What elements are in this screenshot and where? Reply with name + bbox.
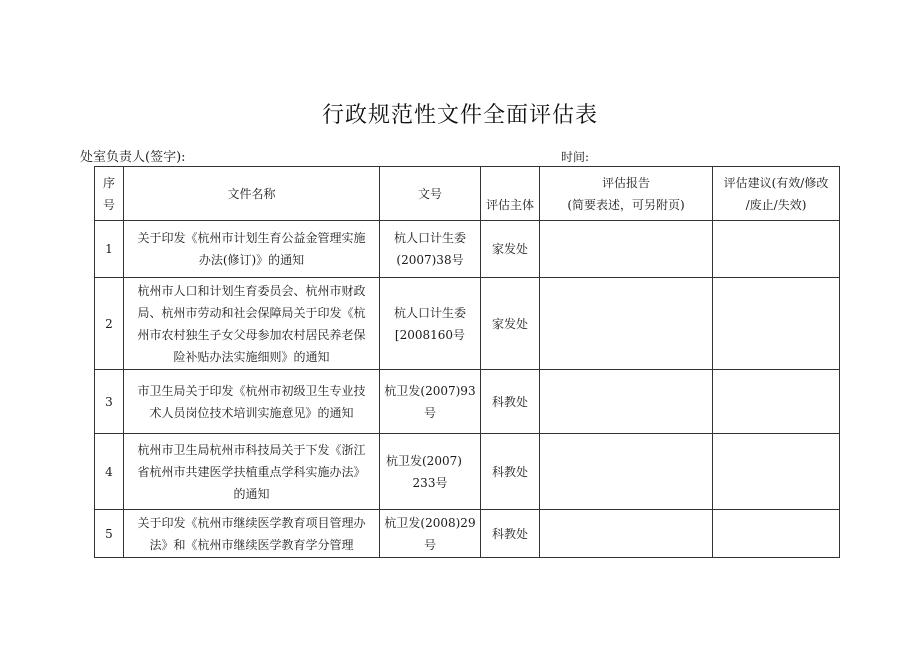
header-subject: 评估主体 xyxy=(481,167,540,221)
header-report: 评估报告 (简要表述，可另附页) xyxy=(540,167,713,221)
row-subject: 家发处 xyxy=(481,278,540,370)
row-advice-cell[interactable] xyxy=(713,221,840,278)
row-file-name: 关于印发《杭州市计划生育公益金管理实施 办法(修订)》的通知 xyxy=(124,221,380,278)
row-file-name: 市卫生局关于印发《杭州市初级卫生专业技 术人员岗位技术培训实施意见》的通知 xyxy=(124,370,380,434)
row-doc-number: 杭卫发(2008)29 号 xyxy=(380,510,481,558)
row-index: 1 xyxy=(95,221,124,278)
row-subject: 科教处 xyxy=(481,510,540,558)
signer-label: 处室负责人(签字): xyxy=(80,150,186,165)
time-label: 时间: xyxy=(561,150,590,164)
row-subject: 家发处 xyxy=(481,221,540,278)
row-report-cell[interactable] xyxy=(540,221,713,278)
row-advice-cell[interactable] xyxy=(713,510,840,558)
row-index: 3 xyxy=(95,370,124,434)
row-report-cell[interactable] xyxy=(540,510,713,558)
page-title: 行政规范性文件全面评估表 xyxy=(321,103,598,128)
table-row xyxy=(95,221,840,278)
row-index: 2 xyxy=(95,278,124,370)
row-report-cell[interactable] xyxy=(540,434,713,510)
evaluation-table xyxy=(94,166,840,558)
row-file-name: 关于印发《杭州市继续医学教育项目管理办 法》和《杭州市继续医学教育学分管理 xyxy=(124,510,380,558)
row-file-name: 杭州市卫生局杭州市科技局关于下发《浙江 省杭州市共建医学扶植重点学科实施办法》 的通知 xyxy=(124,434,380,510)
row-advice-cell[interactable] xyxy=(713,370,840,434)
table-row xyxy=(95,278,840,370)
header-file-name: 文件名称 xyxy=(124,167,380,221)
table-header-row xyxy=(95,167,840,221)
row-report-cell[interactable] xyxy=(540,370,713,434)
row-subject: 科教处 xyxy=(481,370,540,434)
table-row xyxy=(95,434,840,510)
row-report-cell[interactable] xyxy=(540,278,713,370)
row-index: 5 xyxy=(95,510,124,558)
row-doc-number: 杭卫发(2007)93 号 xyxy=(380,370,481,434)
row-subject: 科教处 xyxy=(481,434,540,510)
table-row xyxy=(95,370,840,434)
table-row xyxy=(95,510,840,558)
header-advice: 评估建议(有效/修改 /废止/失效) xyxy=(713,167,840,221)
row-doc-number: 杭人口计生委 (2007)38号 xyxy=(380,221,481,278)
row-advice-cell[interactable] xyxy=(713,278,840,370)
row-advice-cell[interactable] xyxy=(713,434,840,510)
row-doc-number: 杭人口计生委 [2008160号 xyxy=(380,278,481,370)
header-doc-number: 文号 xyxy=(380,167,481,221)
header-index: 序 号 xyxy=(95,167,124,221)
row-file-name: 杭州市人口和计划生育委员会、杭州市财政 局、杭州市劳动和社会保障局关于印发《杭 州市农村独生子女父母参加农村居民养老保 险补贴办法实施细则》的通知 xyxy=(124,278,380,370)
row-index: 4 xyxy=(95,434,124,510)
row-doc-number: 杭卫发(2007) 233号 xyxy=(380,434,481,510)
